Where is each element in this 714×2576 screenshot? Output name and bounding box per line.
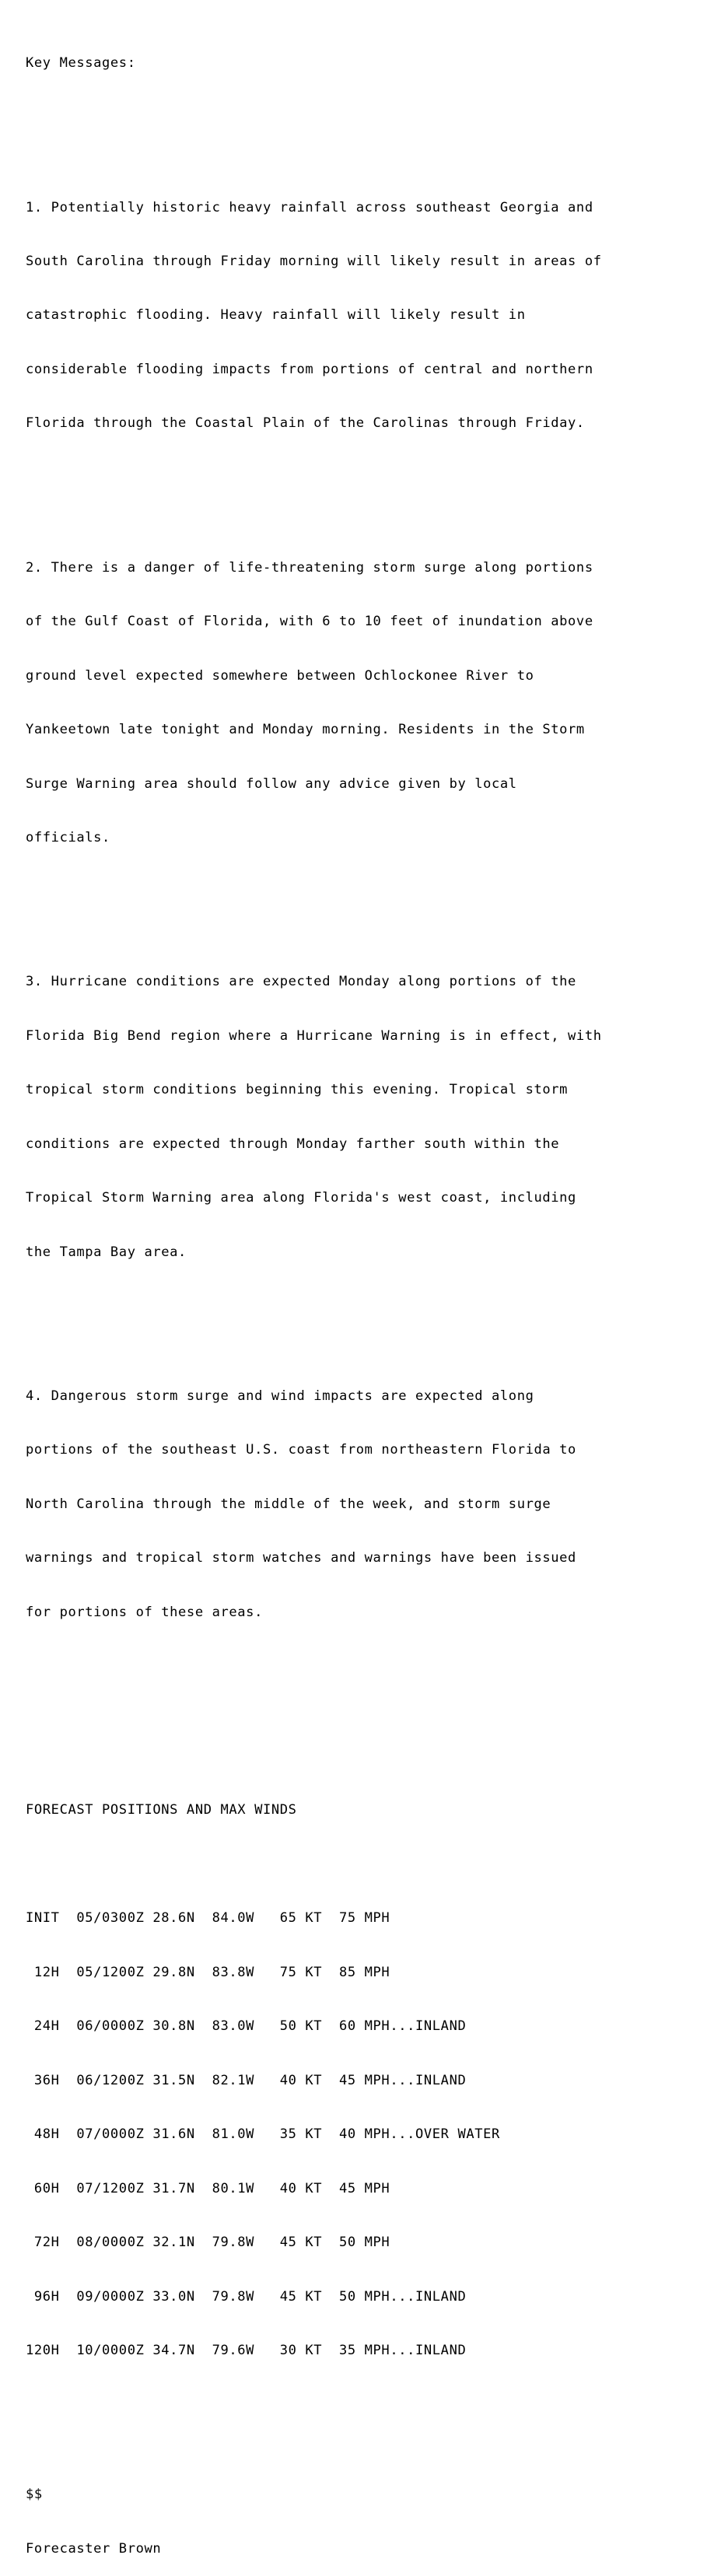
forecast-row-60h: 60H 07/1200Z 31.7N 80.1W 40 KT 45 MPH — [26, 2180, 390, 2196]
spacer — [26, 469, 602, 487]
key-message-2-line-3: ground level expected somewhere between Ochlockonee River to — [26, 667, 534, 684]
key-message-2-line-1: 2. There is a danger of life-threatening storm surge along portions — [26, 559, 593, 576]
key-message-4-line-2: portions of the southeast U.S. coast from northeastern Florida to — [26, 1442, 576, 1458]
key-message-3-line-1: 3. Hurricane conditions are expected Monday along portions of the — [26, 974, 576, 990]
key-message-2-line-4: Yankeetown late tonight and Monday morning. Residents in the Storm — [26, 722, 585, 738]
forecaster-signature: Forecaster Brown — [26, 2540, 162, 2557]
forecast-row-36h: 36H 06/1200Z 31.5N 82.1W 40 KT 45 MPH...INLAND — [26, 2072, 467, 2088]
forecast-row-72h: 72H 08/0000Z 32.1N 79.8W 45 KT 50 MPH — [26, 2235, 390, 2251]
key-message-1-line-2: South Carolina through Friday morning will likely result in areas of — [26, 254, 602, 270]
key-message-3-line-5: Tropical Storm Warning area along Florida's west coast, including — [26, 1190, 576, 1206]
spacer — [26, 1657, 602, 1675]
forecast-row-96h: 96H 09/0000Z 33.0N 79.8W 45 KT 50 MPH...INLAND — [26, 2288, 467, 2305]
spacer — [26, 1712, 602, 1730]
spacer — [26, 2396, 602, 2414]
key-message-1-line-4: considerable flooding impacts from portions of central and northern — [26, 361, 593, 377]
key-message-4-line-3: North Carolina through the middle of the week, and storm surge — [26, 1496, 551, 1512]
spacer — [26, 1856, 602, 1874]
key-message-2-line-5: Surge Warning area should follow any advice given by local — [26, 775, 517, 792]
key-message-3-line-3: tropical storm conditions beginning this evening. Tropical storm — [26, 1082, 569, 1098]
key-message-1-line-3: catastrophic flooding. Heavy rainfall will likely result in — [26, 307, 526, 324]
forecast-row-12h: 12H 05/1200Z 29.8N 83.8W 75 KT 85 MPH — [26, 1964, 390, 1980]
forecast-row-24h: 24H 06/0000Z 30.8N 83.0W 50 KT 60 MPH...INLAND — [26, 2018, 467, 2035]
key-message-3-line-4: conditions are expected through Monday farther south within the — [26, 1136, 560, 1152]
forecast-row-init: INIT 05/0300Z 28.6N 84.0W 65 KT 75 MPH — [26, 1910, 390, 1927]
spacer — [26, 109, 602, 127]
forecast-row-48h: 48H 07/0000Z 31.6N 81.0W 35 KT 40 MPH...OVER WATER — [26, 2126, 500, 2143]
end-marker: $$ — [26, 2487, 43, 2503]
key-message-1-line-5: Florida through the Coastal Plain of the Carolinas through Friday. — [26, 415, 585, 432]
key-message-2-line-6: officials. — [26, 830, 110, 845]
key-message-3-line-2: Florida Big Bend region where a Hurricane Warning is in effect, with — [26, 1027, 602, 1044]
key-message-2-line-2: of the Gulf Coast of Florida, with 6 to 10 feet of inundation above — [26, 614, 593, 630]
forecast-row-120h: 120H 10/0000Z 34.7N 79.6W 30 KT 35 MPH...INLAND — [26, 2343, 467, 2359]
key-message-4-line-1: 4. Dangerous storm surge and wind impacts are expected along — [26, 1388, 534, 1404]
spacer — [26, 883, 602, 901]
key-message-3-line-6: the Tampa Bay area. — [26, 1244, 187, 1260]
key-messages-heading: Key Messages: — [26, 55, 136, 72]
advisory-text — [26, 19, 602, 2576]
key-message-1-line-1: 1. Potentially historic heavy rainfall across southeast Georgia and — [26, 199, 593, 215]
forecast-heading: FORECAST POSITIONS AND MAX WINDS — [26, 1802, 297, 1818]
spacer — [26, 1297, 602, 1315]
key-message-4-line-5: for portions of these areas. — [26, 1604, 263, 1620]
key-message-4-line-4: warnings and tropical storm watches and warnings have been issued — [26, 1550, 576, 1566]
